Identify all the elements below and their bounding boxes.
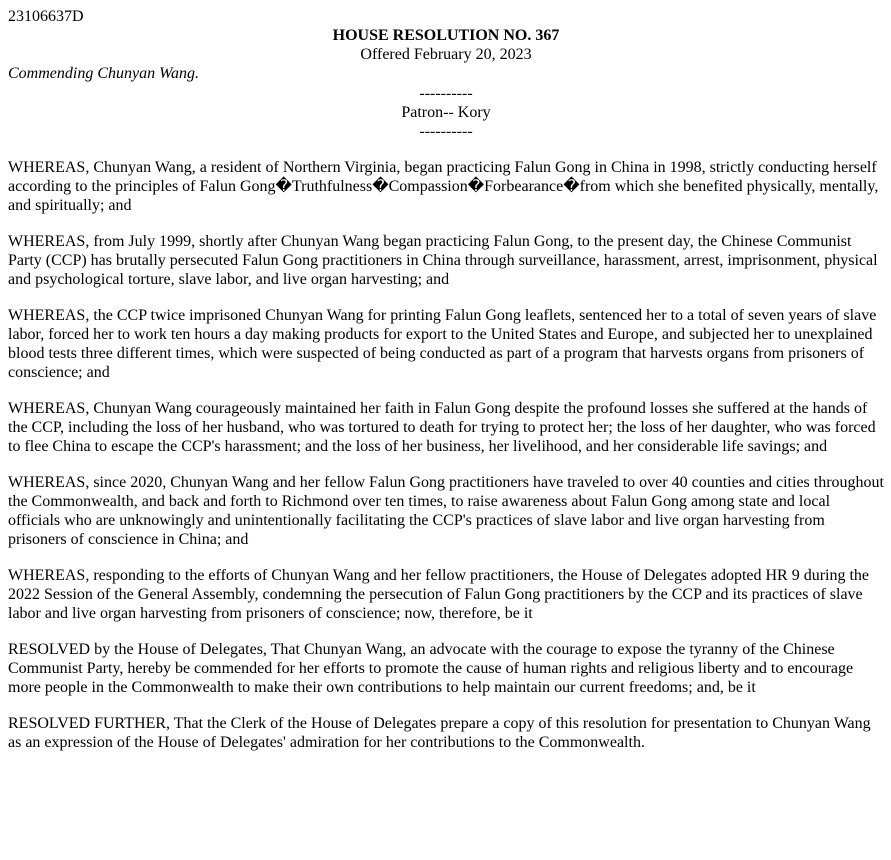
offered-date: Offered February 20, 2023: [360, 46, 532, 63]
document-id: 23106637D: [8, 8, 84, 25]
resolved-further-paragraph: RESOLVED FURTHER, That the Clerk of the House of Delegates prepare a copy of this resolution for presentation to Chunyan Wang as an expression of the House of Delegates' admiration for her contributions to the Commonwealth.: [8, 715, 871, 751]
whereas-paragraph-2: WHEREAS, from July 1999, shortly after Chunyan Wang began practicing Falun Gong, to the present day, the Chinese Communist Party (CCP) has brutally persecuted Falun Gong practitioners in China through surveillance, harassment, arrest, imprisonment, physical and psychological torture, slave labor, and live organ harvesting; and: [8, 233, 878, 288]
divider-top: ----------: [419, 85, 473, 102]
whereas-paragraph-6: WHEREAS, responding to the efforts of Chunyan Wang and her fellow practitioners, the House of Delegates adopted HR 9 during the 2022 Session of the General Assembly, condemning the persecution of Falun Gong practitioners by the CCP and its practices of slave labor and live organ harvesting from prisoners of conscience; now, therefore, be it: [8, 567, 870, 622]
divider-bottom: ----------: [419, 123, 473, 140]
whereas-paragraph-4: WHEREAS, Chunyan Wang courageously maintained her faith in Falun Gong despite the profound losses she suffered at the hands of the CCP, including the loss of her husband, who was tortured to death for trying to protect her; the loss of her daughter, who was forced to flee China to escape the CCP's harassment; and the loss of her business, her livelihood, and her considerable life savings; and: [8, 400, 876, 455]
resolved-paragraph: RESOLVED by the House of Delegates, That Chunyan Wang, an advocate with the courage to expose the tyranny of the Chinese Communist Party, hereby be commended for her efforts to promote the cause of human rights and religious liberty and to encourage more people in the Commonwealth to make their own contributions to help maintain our current freedoms; and, be it: [8, 641, 854, 696]
resolution-document: [8, 8, 884, 752]
patron-block: [8, 84, 884, 141]
whereas-paragraph-1: WHEREAS, Chunyan Wang, a resident of Northern Virginia, began practicing Falun Gong in China in 1998, strictly conducting herself according to the principles of Falun Gong�Truthfulness�Compassion�Forbearance�from which she benefited physically, mentally, and spiritually; and: [8, 159, 879, 214]
whereas-paragraph-3: WHEREAS, the CCP twice imprisoned Chunyan Wang for printing Falun Gong leaflets, sentenced her to a total of seven years of slave labor, forced her to work ten hours a day making products for export to the United States and Europe, and subjected her to unexplained blood tests three different times, which were suspected of being conducted as part of a program that harvests organs from prisoners of conscience; and: [8, 307, 877, 381]
whereas-paragraph-5: WHEREAS, since 2020, Chunyan Wang and her fellow Falun Gong practitioners have traveled to over 40 counties and cities throughout the Commonwealth, and back and forth to Richmond over ten times, to raise awareness about Falun Gong among state and local officials who are unknowingly and unintentionally facilitating the CCP's practices of slave labor and live organ harvesting from prisoners of conscience in China; and: [8, 474, 884, 548]
resolution-title: HOUSE RESOLUTION NO. 367: [332, 27, 560, 44]
resolution-subject: Commending Chunyan Wang.: [8, 65, 199, 82]
patron-line: Patron-- Kory: [401, 104, 491, 121]
